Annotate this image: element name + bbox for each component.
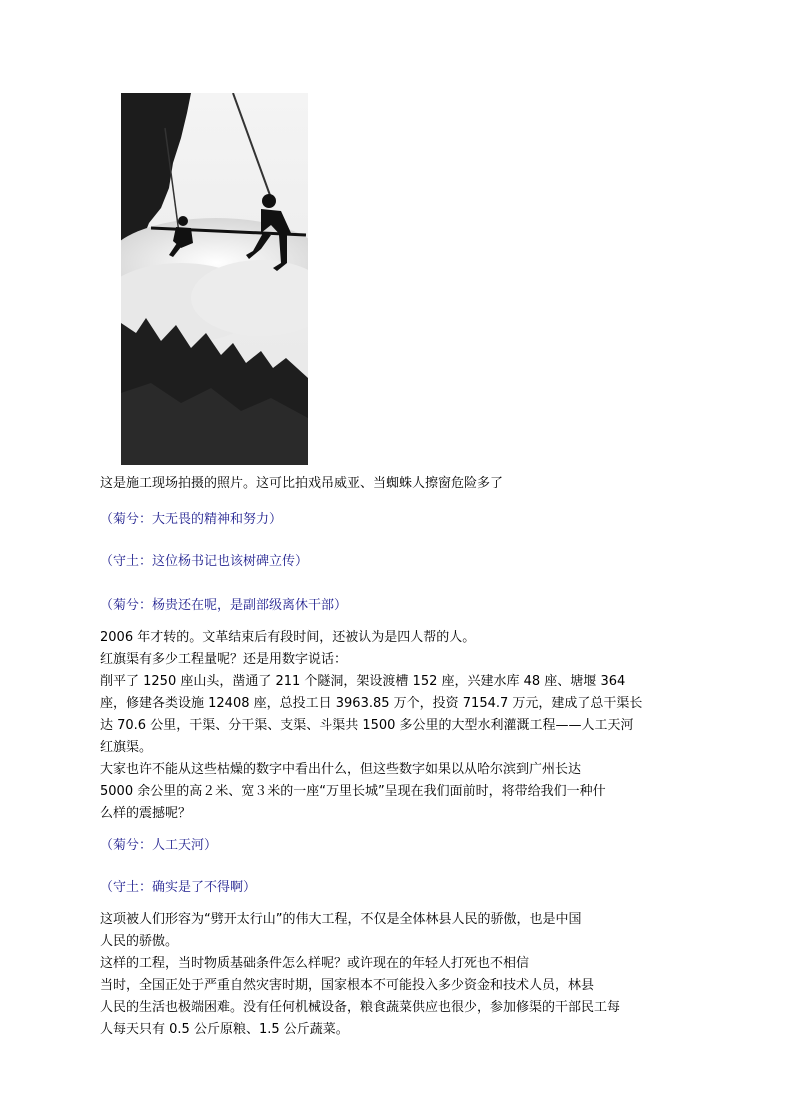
body-paragraph-line: 么样的震撼呢？ (100, 806, 192, 821)
body-paragraph-line (100, 671, 625, 693)
comment-line: （守土：这位杨书记也该树碑立传） (100, 554, 309, 569)
comment-line: （菊兮：人工天河） (100, 838, 218, 853)
comment-line: （守土：确实是了不得啊） (100, 880, 257, 895)
body-paragraph-line: 座，修建各类设施 12408 座，总投工日 3963.85 万个，投资 7154.7 万元，建成了总干渠长 (100, 696, 643, 711)
photo-caption-text: 这是施工现场拍摄的照片。这可比拍戏吊威亚、当蜘蛛人擦窗危险多了 (100, 476, 504, 491)
body-paragraph-line (100, 975, 594, 997)
body-paragraph (100, 953, 529, 975)
paragraph-text: 大家也许不能从这些枯燥的数字中看出什么，但这些数字如果以从哈尔滨到广州长达 (100, 762, 582, 777)
body-paragraph-line: 达 70.6 公里，干渠、分干渠、支渠、斗渠共 1500 多公里的大型水利灌溉工程——人工天河 (100, 718, 634, 733)
body-paragraph (100, 627, 475, 649)
comment-line: （菊兮：杨贵还在呢，是副部级离休干部） (100, 598, 348, 613)
paragraph-text: 2006 年才转的。文革结束后有段时间，还被认为是四人帮的人。 (100, 630, 476, 645)
comment-line: （菊兮：大无畏的精神和努力） (100, 512, 283, 527)
paragraph-text: 红旗渠有多少工程量呢？还是用数字说话： (100, 652, 348, 667)
body-paragraph-line: 5000 余公里的高２米、宽３米的一座“万里长城”呈现在我们面前时，将带给我们一种什 (100, 784, 606, 799)
body-paragraph (100, 649, 347, 671)
paragraph-text: 这样的工程，当时物质基础条件怎么样呢？或许现在的年轻人打死也不相信 (100, 956, 530, 971)
paragraph-text: 当时，全国正处于严重自然灾害时期，国家根本不可能投入多少资金和技术人员，林县 (100, 978, 595, 993)
body-paragraph-line: 人民的生活也极端困难。没有任何机械设备，粮食蔬菜供应也很少，参加修渠的干部民工每 (100, 1000, 621, 1015)
body-paragraph-line: 人民的骄傲。 (100, 934, 179, 949)
body-paragraph-line (100, 909, 581, 931)
construction-photo (121, 93, 308, 465)
body-paragraph-line: 红旗渠。 (100, 740, 153, 755)
paragraph-text: 削平了 1250 座山头，凿通了 211 个隧洞，架设渡槽 152 座，兴建水库 48 座、塘堰 364 (100, 674, 626, 689)
paragraph-text: 这项被人们形容为“劈开太行山”的伟大工程，不仅是全体林县人民的骄傲，也是中国 (100, 912, 582, 927)
body-paragraph-line: 人每天只有 0.5 公斤原粮、1.5 公斤蔬菜。 (100, 1022, 349, 1037)
photo-caption (100, 473, 503, 495)
body-paragraph-line (100, 759, 581, 781)
